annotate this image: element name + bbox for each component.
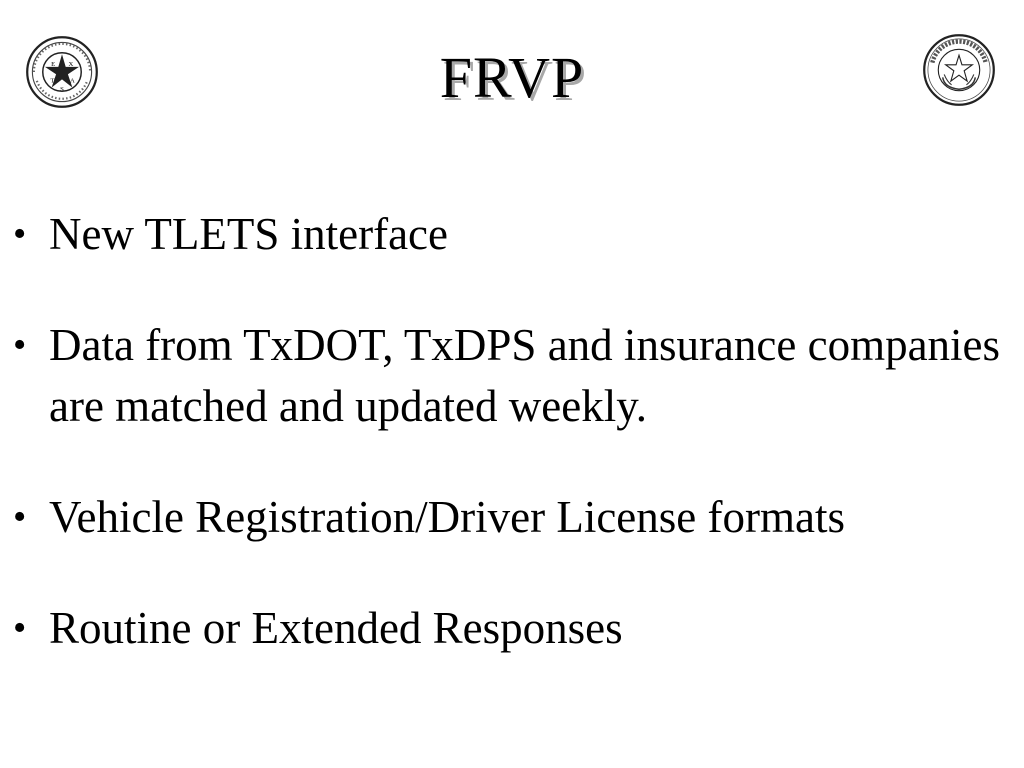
- bullet-marker: •: [13, 607, 27, 649]
- svg-text:A: A: [69, 77, 75, 85]
- bullet-marker: •: [13, 213, 27, 255]
- texas-seal-graphic: [922, 33, 996, 107]
- bullet-item: [0, 204, 1024, 265]
- bullet-item: [0, 315, 1024, 437]
- svg-text:T: T: [50, 77, 55, 85]
- svg-text:S: S: [60, 86, 64, 94]
- svg-text:E: E: [51, 61, 56, 69]
- bullet-marker: •: [13, 324, 27, 366]
- bullet-text: Routine or Extended Responses: [49, 603, 623, 653]
- bullet-item: [0, 598, 1024, 659]
- bullet-item: [0, 487, 1024, 548]
- bullet-list: [0, 204, 1024, 659]
- bullet-text: New TLETS interface: [49, 209, 449, 259]
- bullet-marker: •: [13, 496, 27, 538]
- bullet-text: Vehicle Registration/Driver License formats: [49, 492, 845, 542]
- texas-state-seal-icon: [922, 33, 996, 107]
- svg-text:X: X: [68, 61, 74, 69]
- bullet-text: Data from TxDOT, TxDPS and insurance companies are matched and updated weekly.: [49, 320, 1001, 431]
- slide-title: FRVP: [439, 45, 585, 110]
